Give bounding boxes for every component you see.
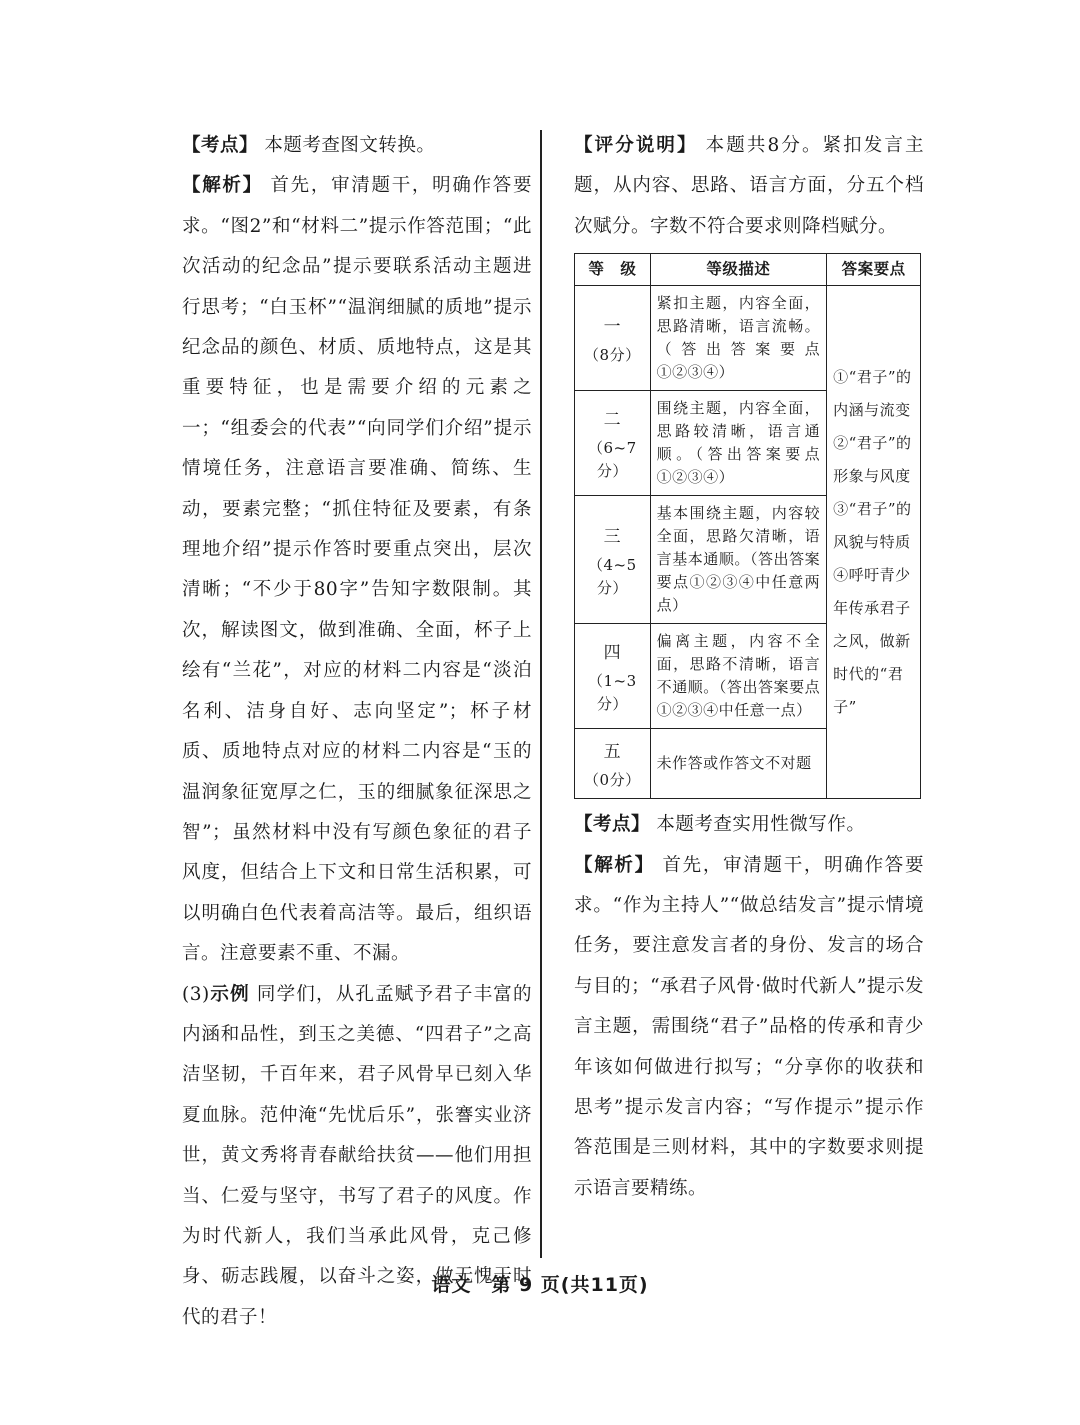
- level-description: 未作答或作答文不对题: [650, 729, 827, 799]
- jiexi-paragraph: [182, 166, 532, 974]
- scoring-paragraph: [574, 126, 924, 247]
- table-header-row: [575, 254, 921, 286]
- scoring-label: 【评分说明】: [574, 135, 698, 156]
- jiexi-label: 【解析】: [182, 175, 263, 197]
- kaodian-text: 本题考查图文转换。: [258, 135, 436, 156]
- kaodian-paragraph: [182, 126, 532, 166]
- level-score: （8分）: [584, 345, 641, 364]
- level-cell: [575, 729, 651, 799]
- jiexi-label-2: 【解析】: [574, 854, 655, 876]
- level-name: 四: [603, 643, 622, 664]
- level-description: 紧扣主题，内容全面，思路清晰，语言流畅。（答出答案要点①②③④）: [650, 286, 827, 391]
- level-cell: [575, 391, 651, 496]
- level-description: 基本围绕主题，内容较全面，思路欠清晰，语言基本通顺。（答出答案要点①②③④中任意两点）: [650, 496, 827, 624]
- level-cell: [575, 496, 651, 624]
- level-score: （0分）: [584, 771, 641, 790]
- header-description: 等级描述: [650, 254, 827, 286]
- example-label: 示例: [209, 983, 250, 1005]
- table-row: [575, 286, 921, 391]
- header-level: 等 级: [575, 254, 651, 286]
- right-column: [574, 126, 924, 1209]
- level-score: （4~5分）: [587, 555, 637, 597]
- jiexi-paragraph-2: [574, 846, 924, 1210]
- level-score: （1~3分）: [587, 672, 637, 714]
- kaodian-label-2: 【考点】: [574, 814, 651, 836]
- jiexi-text: 首先，审清题干，明确作答要求。“图2”和“材料二”提示作答范围；“此次活动的纪念品”提示要联系活动主题进行思考；“白玉杯”“温润细腻的质地”提示纪念品的颜色、材质、质地特点，这是其重要特征，也是需要介绍的元素之一；“组委会的代表”“向同学们介绍”提示情境任务，注意语言要准确、简练、生动，要素完整；“抓住特征及要素，有条理地介绍”提示作答时要重点突出，层次清晰；“不少于80字”告知字数限制。其次，解读图文，做到准确、全面，杯子上绘有“兰花”，对应的材料二内容是“淡泊名利、洁身自好、志向坚定”；杯子材质、质地特点对应的材料二内容是“玉的温润象征宽厚之仁，玉的细腻象征深思之智”；虽然材料中没有写颜色象征的君子风度，但结合上下文和日常生活积累，可以明确白色代表着高洁等。最后，组织语言。注意要素不重、不漏。: [182, 175, 532, 965]
- level-name: 三: [603, 526, 622, 547]
- header-answer-points: 答案要点: [827, 254, 921, 286]
- level-score: （6~7分）: [587, 439, 637, 481]
- jiexi-text-2: 首先，审清题干，明确作答要求。“作为主持人”“做总结发言”提示情境任务，要注意发言者的身份、发言的场合与目的；“承君子风骨·做时代新人”提示发言主题，需围绕“君子”品格的传承和青少年该如何做进行拟写；“分享你的收获和思考”提示发言内容；“写作提示”提示作答范围是三则材料，其中的字数要求则提示语言要精练。: [574, 854, 924, 1199]
- level-name: 一: [603, 316, 622, 337]
- grading-table: [574, 253, 921, 799]
- level-name: 二: [603, 410, 622, 431]
- kaodian-paragraph-2: [574, 805, 924, 845]
- column-divider: [540, 130, 542, 1258]
- example-text: 同学们，从孔孟赋予君子丰富的内涵和品性，到玉之美德、“四君子”之高洁坚韧，千百年来，君子风骨早已刻入华夏血脉。范仲淹“先忧后乐”，张謇实业济世，黄文秀将青春献给扶贫——他们用担当、仁爱与坚守，书写了君子的风度。作为时代新人，我们当承此风骨，克己修身、砺志践履，以奋斗之姿，做无愧于时代的君子！: [182, 983, 532, 1328]
- scoring-text: 本题共8分。紧扣发言主题，从内容、思路、语言方面，分五个档次赋分。字数不符合要求则降档赋分。: [574, 135, 924, 237]
- level-cell: [575, 624, 651, 729]
- page-footer: 语文 第 9 页(共11页): [431, 1274, 649, 1296]
- level-cell: [575, 286, 651, 391]
- kaodian-label: 【考点】: [182, 135, 259, 156]
- level-description: 围绕主题，内容全面，思路较清晰，语言通顺。（答出答案要点①②③④）: [650, 391, 827, 496]
- level-name: 五: [603, 742, 622, 763]
- example-prefix: (3): [182, 983, 210, 1005]
- level-description: 偏离主题，内容不全面，思路不清晰，语言不通顺。（答出答案要点①②③④中任意一点）: [650, 624, 827, 729]
- left-column: [182, 126, 532, 1338]
- kaodian-text-2: 本题考查实用性微写作。: [650, 814, 866, 836]
- answer-points-cell: ①“君子”的内涵与流变②“君子”的形象与风度③“君子”的风貌与特质④呼吁青少年传承君子之风，做新时代的“君子”: [827, 286, 921, 799]
